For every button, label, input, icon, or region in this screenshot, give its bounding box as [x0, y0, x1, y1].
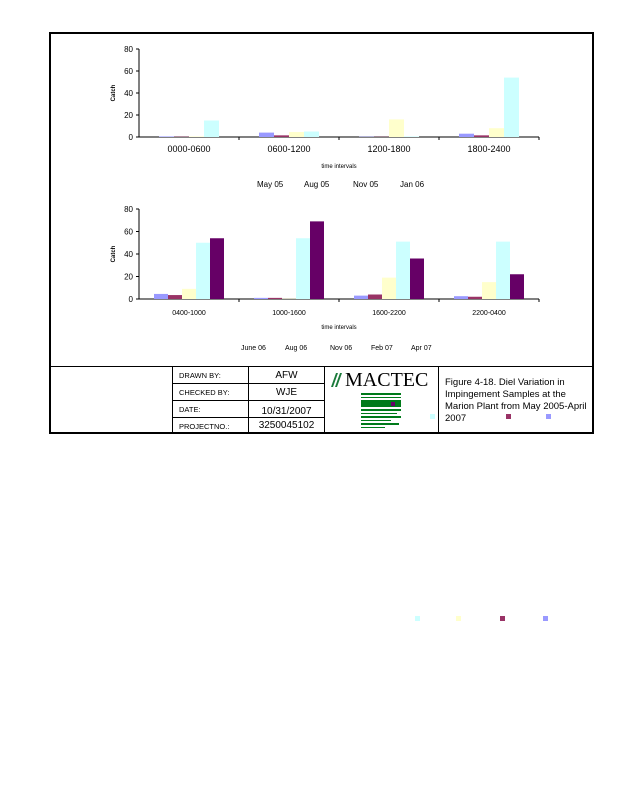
chart1-bar: [310, 221, 324, 299]
logo-stamp-graphic: [361, 391, 403, 431]
chart1-bar: [354, 296, 368, 299]
project-no-label: PROJECTNO.:: [172, 418, 248, 433]
chart1-category-label: 1600-2200: [372, 310, 406, 317]
chart1-y-tick-label: 40: [124, 250, 133, 259]
chart0-bar: [504, 78, 519, 137]
chart1-legend-entry: Aug 06: [285, 345, 308, 352]
chart1-y-tick-label: 60: [124, 227, 133, 237]
charts-canvas: [51, 34, 592, 366]
date-value: 10/31/2007: [248, 401, 324, 418]
chart1-bar: [182, 289, 196, 299]
chart0-legend-entry: Aug 05: [304, 180, 330, 189]
checked-by-value: WJE: [248, 384, 324, 401]
chart1-y-label: Catch: [111, 245, 117, 263]
mactec-logo-icon: [329, 371, 343, 389]
chart0-bar: [489, 128, 504, 137]
chart1-bar: [410, 259, 424, 300]
chart1-bar: [254, 298, 268, 299]
chart1-y-tick-label: 0: [128, 295, 133, 304]
chart0-legend-entry: May 05: [257, 180, 284, 189]
chart0-bar: [474, 135, 489, 137]
chart1-bar: [368, 295, 382, 300]
chart0-x-label: time intervals: [321, 164, 357, 170]
chart0-bar: [259, 133, 274, 137]
chart1-legend-entry: Apr 07: [411, 345, 432, 352]
chart0-category-label: 1800-2400: [467, 144, 511, 154]
checked-by-label: CHECKED BY:: [172, 384, 248, 401]
date-label: DATE:: [172, 401, 248, 418]
chart1-bar: [196, 243, 210, 299]
chart0-category-label: 0600-1200: [267, 144, 311, 154]
chart0-legend-entry: Nov 05: [353, 180, 379, 189]
chart1-category-label: 2200-0400: [472, 310, 506, 317]
chart0-bar: [304, 132, 319, 138]
chart0-y-tick-label: 80: [124, 45, 133, 54]
chart1-bar: [510, 274, 524, 299]
chart1-category-label: 1000-1600: [272, 310, 306, 317]
figure-frame: [49, 32, 594, 434]
chart1-bar: [382, 278, 396, 299]
stray-blue-square-2: [543, 616, 548, 621]
caption-cell: [438, 367, 593, 433]
chart0-category-label: 0000-0600: [167, 144, 211, 154]
chart1-category-label: 0400-1000: [172, 310, 206, 317]
chart0-bar: [389, 119, 404, 137]
chart1-legend-entry: June 06: [241, 345, 266, 352]
chart1-bar: [496, 242, 510, 299]
figure-caption: Figure 4-18. Diel Variation in Impingement Samples at the Marion Plant from May 2005-April 2007: [445, 377, 587, 424]
project-no-value: 3250045102: [248, 418, 324, 433]
chart0-y-label: Catch: [111, 84, 117, 102]
chart0-bar: [289, 132, 304, 137]
chart0-bar: [404, 136, 419, 137]
chart1-bar: [454, 296, 468, 299]
chart1-bar: [468, 297, 482, 299]
chart1-bar: [268, 298, 282, 299]
stray-cyan-square: [430, 414, 435, 419]
drawn-by-label: DRAWN BY:: [172, 367, 248, 384]
stray-blue-square: [546, 414, 551, 419]
chart0-y-tick-label: 60: [124, 67, 133, 76]
drawn-by-value: AFW: [248, 367, 324, 384]
stray-cream-square: [456, 616, 461, 621]
chart1-legend-entry: Nov 06: [330, 345, 353, 352]
chart0-bar: [274, 135, 289, 137]
stray-cyan-square-2: [415, 616, 420, 621]
chart1-bar: [482, 282, 496, 299]
stray-maroon-square: [506, 414, 511, 419]
chart1-legend-entry: Feb 07: [371, 345, 393, 352]
chart0-y-tick-label: 40: [124, 89, 133, 98]
chart1-bar: [296, 238, 310, 299]
chart1-bar: [210, 238, 224, 299]
chart1-y-tick-label: 80: [124, 205, 133, 214]
chart1-bar: [396, 242, 410, 299]
chart0-bar: [189, 136, 204, 137]
chart0-y-tick-label: 0: [128, 133, 133, 142]
chart0-bar: [159, 136, 174, 137]
chart1-x-label: time intervals: [321, 325, 357, 331]
chart0-y-tick-label: 20: [124, 111, 133, 120]
title-block: [51, 366, 592, 433]
stray-maroon-square-2: [500, 616, 505, 621]
chart0-bar: [459, 134, 474, 137]
chart1-bar: [154, 294, 168, 299]
chart0-legend-entry: Jan 06: [400, 180, 425, 189]
chart1-bar: [168, 295, 182, 299]
mactec-logo-text: MACTEC: [345, 369, 429, 391]
chart0-category-label: 1200-1800: [367, 144, 411, 154]
logo-cell: [324, 367, 439, 433]
chart1-y-tick-label: 20: [124, 272, 133, 282]
chart0-bar: [204, 121, 219, 138]
